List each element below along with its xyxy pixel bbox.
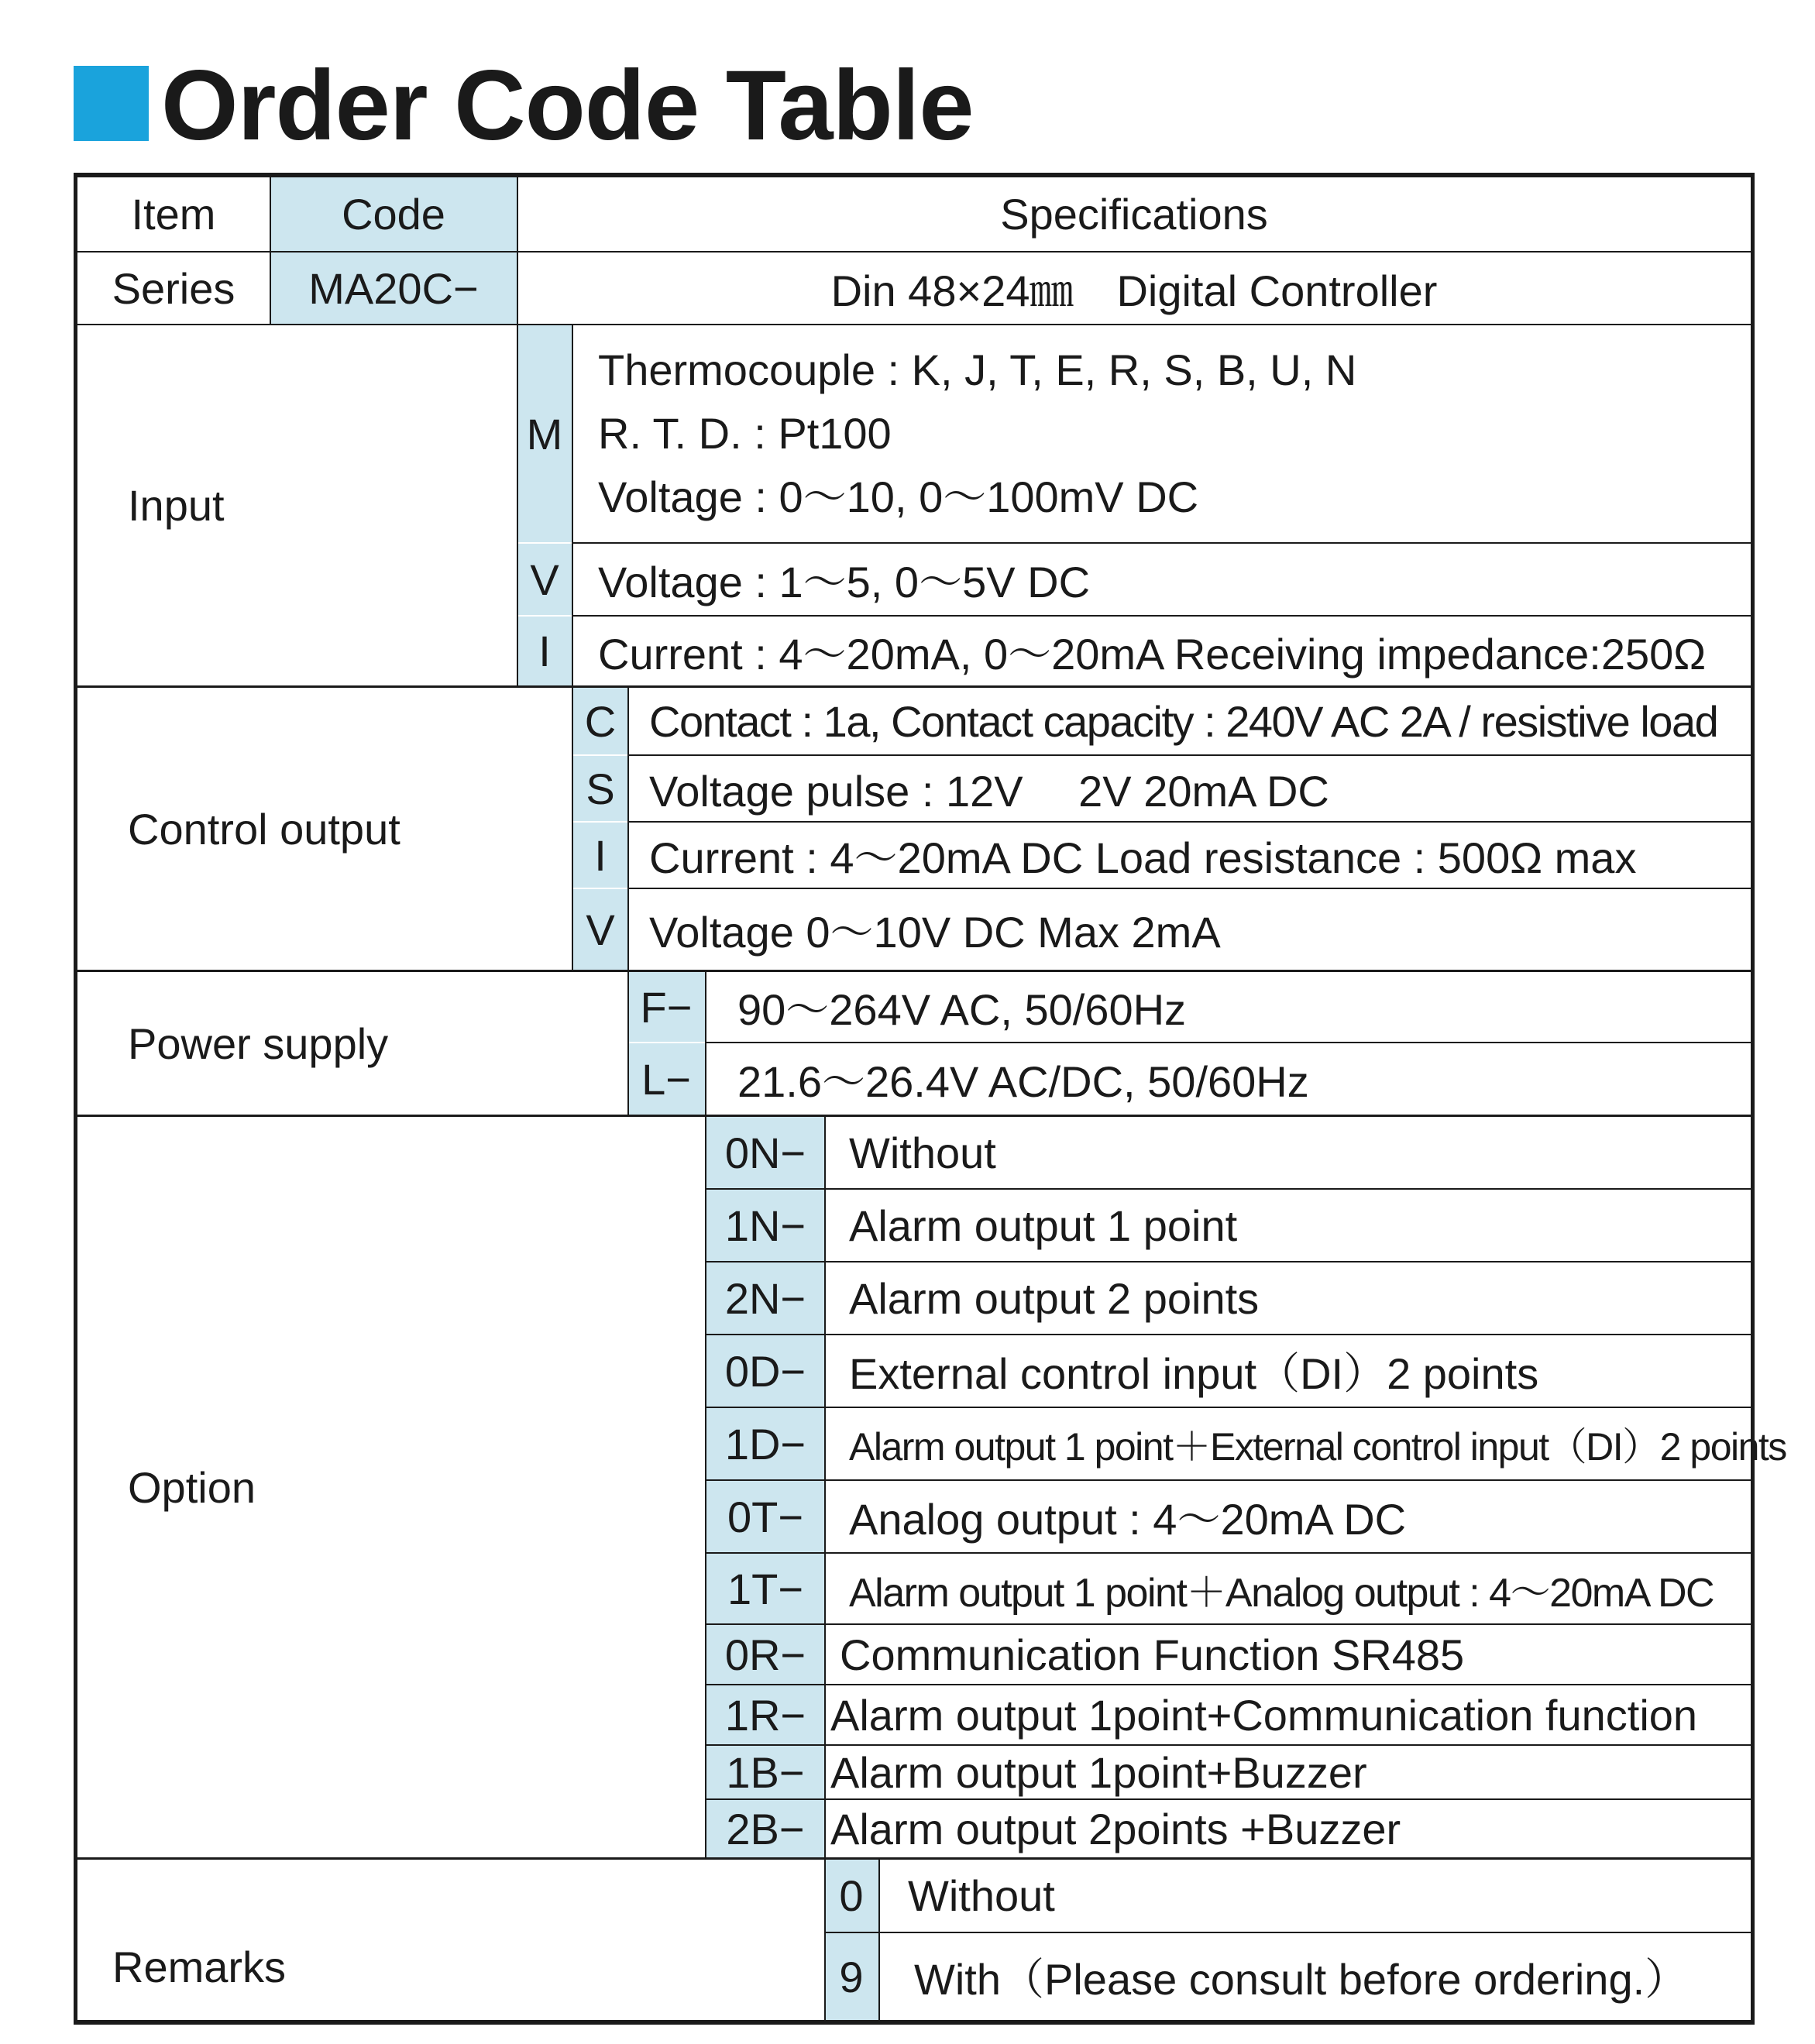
rule-input-m-bottom <box>572 542 1751 544</box>
series-code: MA20C− <box>270 252 517 324</box>
option-code-2n: 2N− <box>706 1262 824 1334</box>
rule-option-row-9 <box>706 1744 1751 1746</box>
option-code-1t: 1T− <box>706 1554 824 1623</box>
rule-power-f-bottom <box>705 1042 1751 1043</box>
rule-control-bottom <box>77 970 1751 972</box>
rule-control-i-bottom <box>627 888 1751 889</box>
series-spec: Din 48×24㎜ Digital Controller <box>830 266 1438 315</box>
power-supply-spec-f: 90〜264V AC, 50/60Hz <box>737 985 1187 1034</box>
option-code-0n: 0N− <box>706 1117 824 1188</box>
rule-option-bottom <box>77 1857 1751 1860</box>
option-code-0r: 0R− <box>706 1625 824 1684</box>
remarks-spec-0: Without <box>908 1871 1055 1920</box>
control-output-code-v: V <box>573 889 627 970</box>
rule-option-row-2 <box>706 1261 1751 1262</box>
rule-option-row-7 <box>706 1623 1751 1625</box>
rule-control-s-bottom <box>627 821 1751 823</box>
option-spec-1n: Alarm output 1 point <box>849 1201 1238 1250</box>
remarks-code-9: 9 <box>824 1933 878 2020</box>
rule-header-bottom <box>77 251 1751 252</box>
remarks-spec-9: With（Please consult before ordering.） <box>914 1955 1689 2004</box>
power-supply-code-l: L− <box>627 1043 705 1115</box>
header-code: Code <box>270 177 517 251</box>
input-spec-m <box>573 325 1751 542</box>
option-code-0d: 0D− <box>706 1335 824 1407</box>
rule-option-code-right <box>824 1117 826 2020</box>
control-output-spec-s: Voltage pulse : 12V 2V 20mA DC <box>649 767 1329 816</box>
title-accent-square <box>74 66 149 141</box>
option-code-2b: 2B− <box>706 1800 824 1857</box>
rule-option-row-6 <box>706 1552 1751 1554</box>
option-spec-1r: Alarm output 1point+Communication function <box>830 1690 1698 1740</box>
option-spec-2b: Alarm output 2points +Buzzer <box>830 1804 1401 1853</box>
rule-code-spec-divider <box>517 177 518 685</box>
option-code-1d: 1D− <box>706 1408 824 1479</box>
remarks-code-0: 0 <box>824 1859 878 1932</box>
series-item: Series <box>112 263 235 313</box>
rule-item-code-divider <box>270 177 271 325</box>
power-supply-item: Power supply <box>128 1019 389 1068</box>
rule-power-code-right <box>705 972 706 1857</box>
input-spec-m-line-1: Thermocouple : K, J, T, E, R, S, B, U, N <box>598 345 1357 394</box>
control-output-code-s: S <box>573 756 627 821</box>
rule-remarks-0-bottom <box>824 1932 1751 1933</box>
input-item: Input <box>128 481 225 530</box>
remarks-item: Remarks <box>112 1942 287 1991</box>
rule-series-bottom <box>77 324 1751 325</box>
control-output-spec-i: Current : 4〜20mA DC Load resistance : 500Ω max <box>649 833 1637 882</box>
option-code-1r: 1R− <box>706 1685 824 1744</box>
input-spec-m-line-2: R. T. D. : Pt100 <box>598 409 892 458</box>
rule-option-row-10 <box>706 1798 1751 1800</box>
page-title: Order Code Table <box>161 50 974 161</box>
option-spec-0d: External control input（DI）2 points <box>849 1349 1539 1398</box>
rule-input-code-right <box>572 325 573 970</box>
input-spec-v: Voltage : 1〜5, 0〜5V DC <box>598 558 1091 606</box>
header-specifications: Specifications <box>1000 190 1268 239</box>
option-spec-1t: Alarm output 1 point＋Analog output : 4〜20mA DC <box>849 1570 1714 1616</box>
input-spec-i: Current : 4〜20mA, 0〜20mA Receiving impedance:250Ω <box>598 629 1707 678</box>
rule-option-row-5 <box>706 1479 1751 1481</box>
control-output-spec-v: Voltage 0〜10V DC Max 2mA <box>649 908 1221 957</box>
option-spec-1b: Alarm output 1point+Buzzer <box>830 1747 1367 1797</box>
input-code-i: I <box>517 617 572 685</box>
option-item: Option <box>128 1462 256 1512</box>
control-output-code-i: I <box>573 823 627 888</box>
rule-control-code-right <box>627 688 629 1115</box>
rule-remarks-code-right <box>878 1859 880 2020</box>
option-code-1b: 1B− <box>706 1746 824 1798</box>
rule-power-bottom <box>77 1115 1751 1117</box>
input-spec-m-line-3: Voltage : 0〜10, 0〜100mV DC <box>598 472 1199 521</box>
input-code-v: V <box>517 544 572 615</box>
rule-option-row-1 <box>706 1188 1751 1190</box>
rule-input-v-bottom <box>572 615 1751 617</box>
option-spec-2n: Alarm output 2 points <box>849 1273 1260 1323</box>
rule-option-row-8 <box>706 1684 1751 1685</box>
input-code-m: M <box>517 325 572 542</box>
option-code-1n: 1N− <box>706 1190 824 1261</box>
control-output-item: Control output <box>128 804 400 854</box>
option-spec-0n: Without <box>849 1128 996 1177</box>
control-output-code-c: C <box>573 688 627 754</box>
power-supply-code-f: F− <box>627 972 705 1042</box>
power-supply-spec-l: 21.6〜26.4V AC/DC, 50/60Hz <box>737 1057 1309 1106</box>
rule-control-c-bottom <box>627 754 1751 756</box>
header-item: Item <box>131 190 216 239</box>
option-spec-0r: Communication Function SR485 <box>840 1630 1465 1679</box>
rule-option-row-3 <box>706 1334 1751 1335</box>
rule-option-row-4 <box>706 1407 1751 1408</box>
option-spec-1d: Alarm output 1 point＋External control input（DI）2 points <box>849 1425 1786 1469</box>
option-spec-0t: Analog output : 4〜20mA DC <box>849 1495 1407 1544</box>
option-code-0t: 0T− <box>706 1481 824 1552</box>
rule-input-bottom <box>77 685 1751 688</box>
control-output-spec-c: Contact : 1a, Contact capacity : 240V AC 2A / resistive load <box>649 696 1718 746</box>
